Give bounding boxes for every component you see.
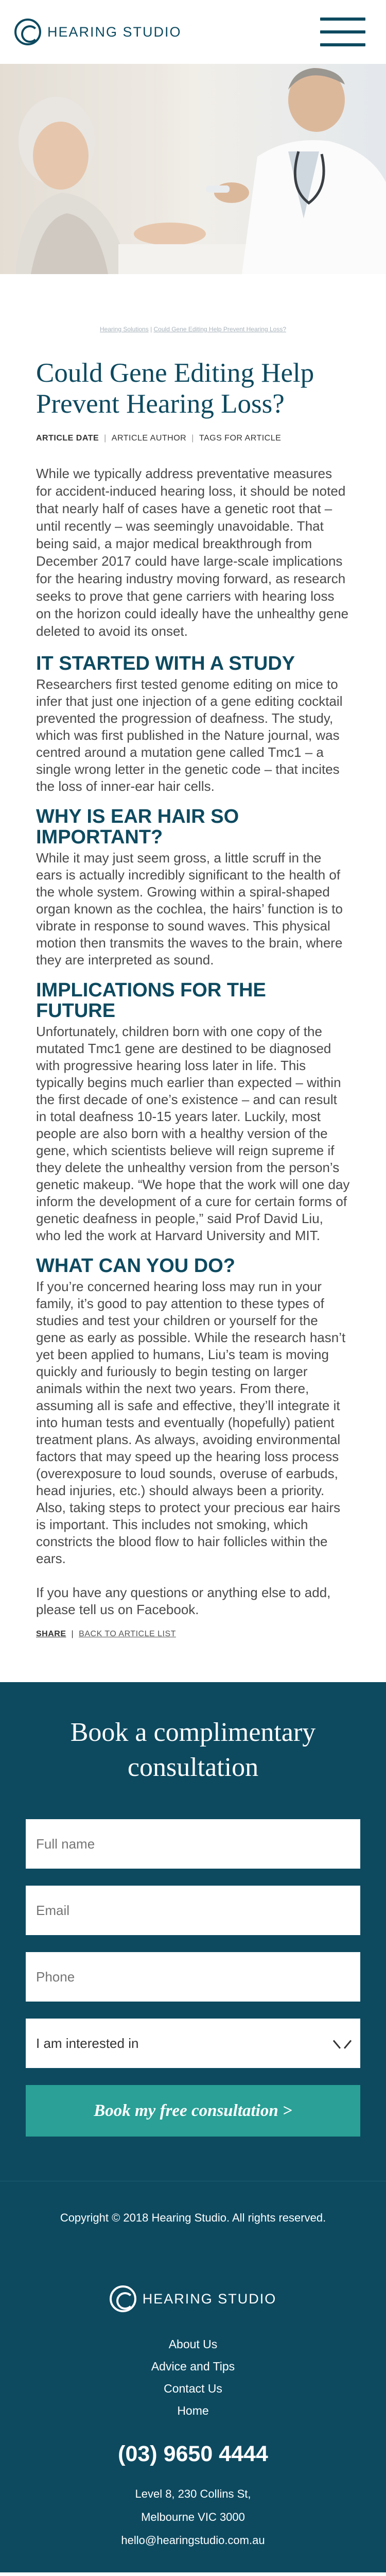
breadcrumb-separator: |: [150, 326, 154, 333]
section-text: If you’re concerned hearing loss may run in your family, it’s good to pay attention to these types of studies and test your children or yourself for the gene as early as possible. While the research hasn’t yet been applied to humans, Liu’s team is moving quickly and furiously to begin testing on larger animals within the next two years. From there, assuming all is safe and effective, they’ll integrate it into human tests and eventually (hopefully) patient treatment plans. As always, avoiding environmental factors that may speed up the hearing loss process (overexposure to loud sounds, overuse of earbuds, head injuries, etc.) should always been a priority. Also, taking steps to protect your precious ear hairs is important. This includes not smoking, which constricts the blood flow to hair follicles within the ears.: [36, 1279, 346, 1566]
article-title: Could Gene Editing Help Prevent Hearing Loss?: [36, 358, 314, 419]
article: [0, 358, 386, 1639]
menu-bar: [320, 18, 365, 21]
form-title: Book a complimentary consultation: [70, 1718, 316, 1782]
article-closing: If you have any questions or anything else to add, please tell us on Facebook.: [36, 1585, 331, 1617]
footer-link-contact[interactable]: Contact Us: [164, 2382, 222, 2395]
phone-field[interactable]: [26, 1952, 360, 2002]
section-heading: WHY IS EAR HAIR SO IMPORTANT?: [36, 806, 239, 848]
breadcrumb: [0, 274, 386, 333]
article-date: ARTICLE DATE: [36, 434, 99, 443]
breadcrumb-current-link[interactable]: Could Gene Editing Help Prevent Hearing Loss?: [153, 326, 286, 333]
menu-bar: [320, 30, 365, 33]
footer-logo-text: HEARING STUDIO: [142, 2291, 277, 2307]
chevron-down-icon: [335, 2036, 350, 2051]
article-intro: While we typically address preventative measures for accident-induced hearing loss, it should be noted that nearly half of cases have a genetic root that – until recently – was seemingly unavoidable. That being said, a major medical breakthrough from December 2017 could have large-scale implications for the hearing industry moving forward, as research seeks to prove that gene carriers with hearing loss on the horizon could ideally have the unhealthy gene deleted to avoid its onset.: [36, 466, 349, 639]
interest-select-label: I am interested in: [36, 2035, 139, 2051]
footer-link-about[interactable]: About Us: [168, 2337, 218, 2351]
footer-link-home[interactable]: Home: [177, 2404, 209, 2417]
address-line-1: Level 8, 230 Collins St,: [135, 2487, 251, 2500]
section-heading: IMPLICATIONS FOR THE FUTURE: [36, 979, 266, 1022]
interest-select[interactable]: [26, 2019, 360, 2068]
hamburger-menu-icon[interactable]: [320, 18, 365, 46]
footer-address: [0, 2482, 386, 2552]
section-text: Unfortunately, children born with one copy of the mutated Tmc1 gene are destined to be diagnosed with progressive hearing loss later in life. This typically begins much earlier than expected – within the first decade of one’s existence – and can result in total deafness 10-15 years later. Luckily, most people are also born with a healthy version of the gene, which scientists believe will reign supreme if they delete the unhealthy version from the person’s genetic makeup. “We hope that the work will one day inform the development of a cure for certain forms of genetic deafness in people,” said Prof David Liu, who led the work at Harvard University and MIT.: [36, 1024, 350, 1243]
share-link[interactable]: SHARE: [36, 1630, 66, 1638]
section-heading: IT STARTED WITH A STUDY: [36, 653, 295, 674]
copyright-text: Copyright © 2018 Hearing Studio. All rights reserved.: [60, 2211, 326, 2224]
article-author: ARTICLE AUTHOR: [111, 434, 187, 443]
address-line-2: Melbourne VIC 3000: [141, 2511, 245, 2523]
article-tags: TAGS FOR ARTICLE: [199, 434, 282, 443]
section-text: While it may just seem gross, a little scruff in the ears is actually incredibly significant to the health of the whole system. Growing within a spiral-shaped organ known as the cochlea, the hairs’ function is to vibrate in response to sound waves. This physical motion then transmits the waves to the brain, where they are interpreted as sound.: [36, 850, 343, 968]
footer-email[interactable]: hello@hearingstudio.com.au: [121, 2534, 265, 2547]
consultation-form: [26, 1819, 360, 2137]
logo-text: HEARING STUDIO: [47, 24, 182, 40]
section-text: Researchers first tested genome editing on mice to infer that just one injection of a gene editing cocktail prevented the progression of deafness. The study, which was first published in the Nature journal, was centred around a mutation gene called Tmc1 – a single wrong letter in the genetic code – that incites the loss of inner-ear hair cells.: [36, 676, 343, 794]
section-heading: WHAT CAN YOU DO?: [36, 1255, 236, 1277]
full-name-field[interactable]: [26, 1819, 360, 1869]
footer-logo[interactable]: [110, 2285, 277, 2312]
menu-bar: [320, 43, 365, 46]
copyright-bar: [0, 2181, 386, 2256]
logo-ear-icon: [110, 2285, 136, 2312]
hero-image: [0, 64, 386, 274]
article-meta: [36, 434, 350, 443]
site-footer: [0, 2256, 386, 2572]
actions-separator: |: [71, 1630, 74, 1638]
book-consultation-button[interactable]: Book my free consultation >: [26, 2085, 360, 2137]
back-to-list-link[interactable]: BACK TO ARTICLE LIST: [79, 1630, 176, 1638]
site-header: [0, 0, 386, 64]
footer-nav: [0, 2333, 386, 2422]
consultation-form-section: [0, 1682, 386, 2181]
meta-separator: |: [104, 434, 107, 443]
hero-illustration: [0, 64, 386, 274]
article-actions: [36, 1630, 350, 1639]
meta-separator: |: [191, 434, 194, 443]
site-logo[interactable]: [14, 19, 182, 45]
logo-ear-icon: [14, 19, 41, 45]
email-field[interactable]: [26, 1886, 360, 1935]
footer-link-advice[interactable]: Advice and Tips: [151, 2360, 235, 2373]
footer-phone[interactable]: (03) 9650 4444: [118, 2442, 268, 2466]
breadcrumb-parent-link[interactable]: Hearing Solutions: [99, 326, 149, 333]
